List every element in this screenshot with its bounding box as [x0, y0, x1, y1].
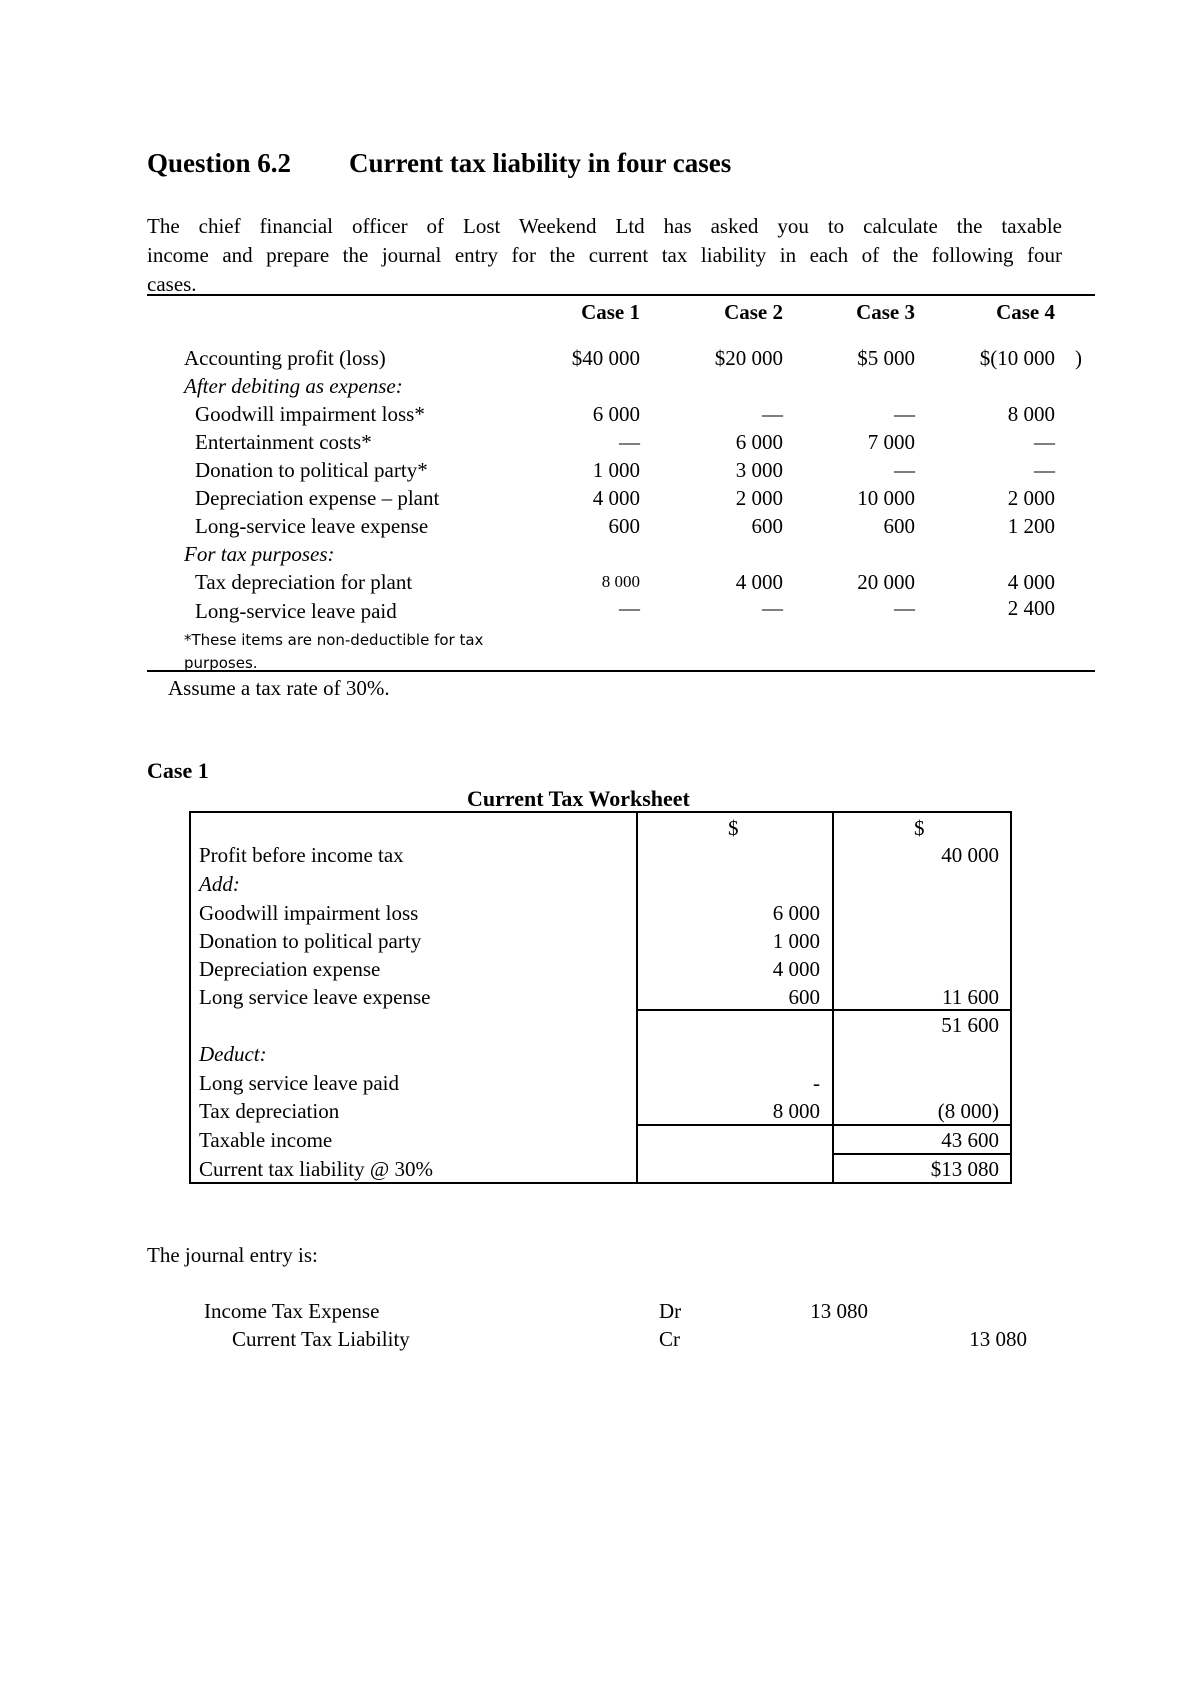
row-value: $(10 000 [979, 346, 1055, 370]
ws-subtotal: 51 600 [941, 1013, 999, 1037]
row-value: 20 000 [857, 570, 915, 594]
journal-credit: 13 080 [969, 1327, 1027, 1351]
ws-section-label: Deduct: [199, 1042, 267, 1066]
row-label: Entertainment costs* [195, 430, 372, 454]
header-case-1: Case 1 [581, 300, 640, 324]
row-value: 4 000 [1007, 570, 1055, 594]
row-value: 2 400 [1007, 596, 1055, 620]
ws-row-value: - [813, 1071, 820, 1095]
row-value: $20 000 [714, 346, 783, 370]
footnote: *These items are non-deductible for tax [184, 631, 484, 649]
footnote: purposes. [184, 654, 258, 672]
row-value: 600 [751, 514, 783, 538]
row-value: $40 000 [571, 346, 640, 370]
intro-line: cases. [147, 272, 197, 296]
ws-row-label: Current tax liability @ 30% [199, 1157, 433, 1181]
ws-row-label: Long service leave paid [199, 1071, 399, 1095]
ws-row-value: 1 000 [772, 929, 820, 953]
ws-row-value: 6 000 [772, 901, 820, 925]
row-value: — [619, 596, 640, 620]
row-value: 4 000 [735, 570, 783, 594]
row-value: — [894, 458, 915, 482]
ws-row-value: $13 080 [930, 1157, 999, 1181]
ws-row-label: Goodwill impairment loss [199, 901, 419, 925]
row-value: $5 000 [857, 346, 915, 370]
row-value: — [894, 596, 915, 620]
ws-row-label: Profit before income tax [199, 843, 404, 867]
ws-row-value: 11 600 [942, 985, 999, 1009]
row-value: 6 000 [592, 402, 640, 426]
row-label: Donation to political party* [195, 458, 428, 482]
row-value: — [619, 430, 640, 454]
ws-row-value: 43 600 [941, 1128, 999, 1152]
col-header-2: $ [914, 816, 925, 840]
table-top-rule [147, 294, 1095, 296]
case1-heading: Case 1 [147, 758, 209, 783]
intro-paragraph [147, 212, 1062, 299]
row-label: Long-service leave paid [195, 599, 397, 623]
row-value: 600 [608, 514, 640, 538]
journal-side: Cr [659, 1327, 680, 1351]
row-label: Tax depreciation for plant [195, 570, 413, 594]
journal-side: Dr [659, 1299, 682, 1323]
journal-account: Income Tax Expense [204, 1299, 380, 1323]
row-value: — [762, 402, 783, 426]
intro-line: The chief financial officer of Lost Weekend Ltd has asked you to calculate the taxable [147, 214, 1062, 238]
row-value: 10 000 [857, 486, 915, 510]
tax-rate-note: Assume a tax rate of 30%. [168, 676, 390, 700]
row-label: Depreciation expense – plant [195, 486, 440, 510]
row-value-suffix: ) [1075, 346, 1082, 370]
ws-row-label: Donation to political party [199, 929, 422, 953]
header-case-3: Case 3 [856, 300, 915, 324]
intro-line: income and prepare the journal entry for the current tax liability in each of the following four [147, 243, 1062, 267]
section-label: After debiting as expense: [184, 374, 403, 398]
row-value: 1 200 [1007, 514, 1055, 538]
row-label: Long-service leave expense [195, 514, 429, 538]
ws-row-value: 4 000 [772, 957, 820, 981]
ws-row-label: Long service leave expense [199, 985, 431, 1009]
ws-row-value: 600 [788, 985, 820, 1009]
ws-row-value: (8 000) [937, 1099, 999, 1123]
ws-row-label: Tax depreciation [199, 1099, 340, 1123]
question-title: Current tax liability in four cases [349, 148, 732, 178]
journal-account: Current Tax Liability [232, 1327, 410, 1351]
row-value: 6 000 [735, 430, 783, 454]
row-value: 8 000 [601, 572, 640, 591]
header-case-4: Case 4 [996, 300, 1055, 324]
row-label: Goodwill impairment loss* [195, 402, 425, 426]
question-number: Question 6.2 [147, 148, 292, 178]
row-value: 1 000 [592, 458, 640, 482]
section-label: For tax purposes: [184, 542, 335, 566]
ws-row-value: 8 000 [772, 1099, 820, 1123]
ws-section-label: Add: [199, 872, 240, 896]
row-value: 2 000 [735, 486, 783, 510]
row-value: 600 [883, 514, 915, 538]
row-value: — [894, 402, 915, 426]
ws-row-value: 40 000 [941, 843, 999, 867]
row-value: — [1034, 430, 1055, 454]
row-value: — [1034, 458, 1055, 482]
journal-debit: 13 080 [810, 1299, 868, 1323]
header-case-2: Case 2 [724, 300, 783, 324]
row-value: 2 000 [1007, 486, 1055, 510]
journal-intro: The journal entry is: [147, 1243, 318, 1267]
ws-row-label: Depreciation expense [199, 957, 381, 981]
row-value: — [762, 596, 783, 620]
col-header-1: $ [728, 816, 739, 840]
worksheet-title: Current Tax Worksheet [467, 786, 690, 811]
row-value: 8 000 [1007, 402, 1055, 426]
row-label: Accounting profit (loss) [184, 346, 386, 370]
table-bottom-rule [147, 670, 1095, 672]
ws-row-label: Taxable income [199, 1128, 333, 1152]
row-value: 7 000 [867, 430, 915, 454]
row-value: 4 000 [592, 486, 640, 510]
row-value: 3 000 [735, 458, 783, 482]
